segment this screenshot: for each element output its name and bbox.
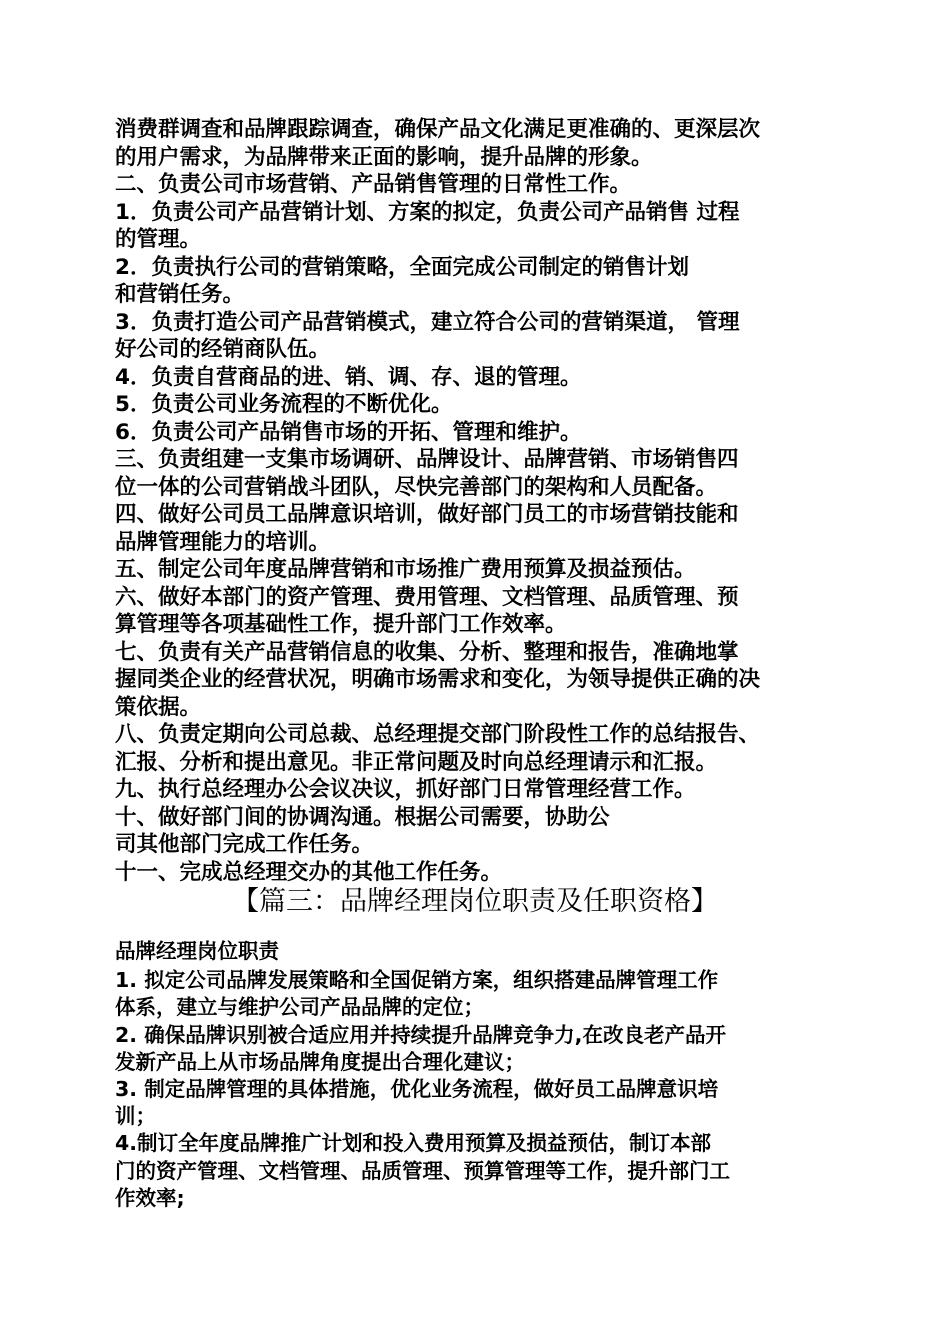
text-line: 八、负责定期向公司总裁、总经理提交部门阶段性工作的总结报告、 [115, 722, 761, 747]
text-line: 算管理等各项基础性工作，提升部门工作效率。 [115, 612, 567, 637]
text-line: 十、做好部门间的协调沟通。根据公司需要，协助公 [115, 804, 610, 830]
text-line: 的用户需求，为品牌带来正面的影响，提升品牌的形象。 [115, 144, 653, 170]
text-line: 3. 制定品牌管理的具体措施，优化业务流程，做好员工品牌意识培 [115, 1077, 719, 1102]
text-line: 5．负责公司业务流程的不断优化。 [115, 392, 453, 417]
text-line: 训； [115, 1104, 156, 1129]
section-brand-manager-duties [115, 938, 845, 1212]
text-line: 司其他部门完成工作任务。 [115, 832, 374, 857]
text-line: 二、负责公司市场营销、产品销售管理的日常性工作。 [115, 172, 632, 197]
text-line: 握同类企业的经营状况，明确市场需求和变化，为领导提供正确的决 [115, 667, 761, 692]
text-line: 4．负责自营商品的进、销、调、存、退的管理。 [115, 364, 582, 390]
text-line: 四、做好公司员工品牌意识培训，做好部门员工的市场营销技能和 [115, 502, 739, 527]
text-line: 三、负责组建一支集市场调研、品牌设计、品牌营销、市场销售四 [115, 447, 739, 472]
text-line: 1. 拟定公司品牌发展策略和全国促销方案，组织搭建品牌管理工作 [115, 968, 719, 993]
text-line: 位一体的公司营销战斗团队，尽快完善部门的架构和人员配备。 [115, 474, 718, 500]
document-body [115, 116, 845, 1212]
section-responsibilities [115, 116, 845, 886]
text-line: 体系，建立与维护公司产品品牌的定位； [115, 995, 484, 1020]
text-line: 五、制定公司年度品牌营销和市场推广费用预算及损益预估。 [115, 557, 696, 582]
section-title: 【篇三：品牌经理岗位职责及任职资格】 [232, 886, 718, 917]
text-line: 1．负责公司产品营销计划、方案的拟定，负责公司产品销售 过程 [115, 199, 740, 225]
text-line: 和营销任务。 [115, 282, 245, 307]
text-line: 十一、完成总经理交办的其他工作任务。 [115, 859, 503, 885]
text-line: 2．负责执行公司的营销策略，全面完成公司制定的销售计划 [115, 254, 689, 280]
text-line: 4.制订全年度品牌推广计划和投入费用预算及损益预估，制订本部 [115, 1131, 712, 1156]
text-line: 策依据。 [115, 694, 202, 720]
text-line: 好公司的经销商队伍。 [115, 337, 331, 362]
text-line: 门的资产管理、文档管理、品质管理、预算管理等工作，提升部门工 [115, 1158, 730, 1183]
text-line: 七、负责有关产品营销信息的收集、分析、整理和报告，准确地掌 [115, 639, 739, 665]
text-line: 2. 确保品牌识别被合适应用并持续提升品牌竞争力,在改良老产品开 [115, 1022, 726, 1047]
text-line: 3．负责打造公司产品营销模式，建立符合公司的营销渠道， 管理 [115, 309, 740, 335]
text-line: 发新产品上从市场品牌角度提出合理化建议； [115, 1049, 525, 1074]
text-line: 品牌管理能力的培训。 [115, 529, 331, 555]
text-line: 汇报、分析和提出意见。非正常问题及时向总经理请示和汇报。 [115, 749, 718, 775]
text-line: 的管理。 [115, 227, 202, 252]
text-line: 六、做好本部门的资产管理、费用管理、文档管理、品质管理、预 [115, 584, 739, 610]
text-line: 作效率; [115, 1185, 185, 1210]
text-line: 6．负责公司产品销售市场的开拓、管理和维护。 [115, 419, 582, 445]
text-line: 消费群调查和品牌跟踪调查，确保产品文化满足更准确的、更深层次 [115, 117, 761, 142]
text-line: 九、执行总经理办公会议决议，抓好部门日常管理经营工作。 [115, 777, 696, 802]
subsection-heading: 品牌经理岗位职责 [115, 939, 279, 963]
